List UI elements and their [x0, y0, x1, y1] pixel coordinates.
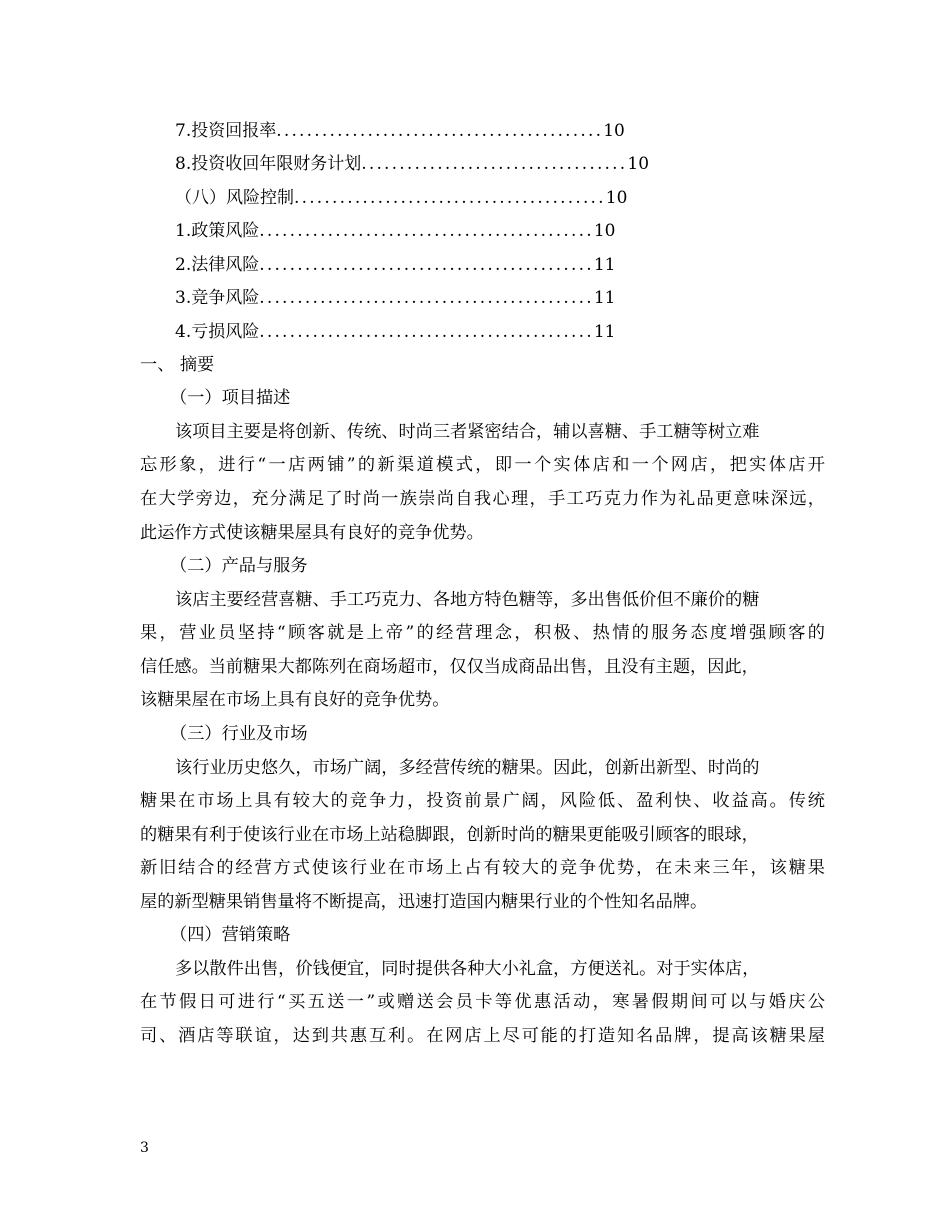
toc-title: 1.政策风险: [175, 221, 260, 241]
paragraph-line: 该店主要经营喜糖、手工巧克力、各地方特色糖等，多出售低价但不廉价的糖: [175, 590, 760, 610]
toc-entry[interactable]: [175, 119, 625, 143]
paragraph-line: 该糖果屋在市场上具有良好的竞争优势。: [140, 690, 450, 710]
toc-entry[interactable]: [175, 286, 615, 310]
toc-title: 2.法律风险: [175, 255, 260, 275]
subsection-heading: （二）产品与服务: [170, 556, 308, 576]
paragraph-line: 忘形象，进行“一店两铺”的新渠道模式，即一个实体店和一个网店，把实体店开: [140, 455, 825, 475]
toc-entry[interactable]: [175, 186, 627, 210]
toc-title: 4.亏损风险: [175, 322, 260, 342]
toc-page: 11: [593, 322, 616, 342]
paragraph-line: 屋的新型糖果销售量将不断提高，迅速打造国内糖果行业的个性知名品牌。: [140, 892, 708, 912]
toc-entry[interactable]: [175, 219, 615, 243]
toc-leader: ...................................: [361, 154, 628, 174]
subsection-heading: （一）项目描述: [170, 388, 291, 408]
paragraph-line: 此运作方式使该糖果屋具有良好的竞争优势。: [140, 523, 484, 543]
paragraph-line: 司、酒店等联谊，达到共惠互利。在网店上尽可能的打造知名品牌，提高该糖果屋: [140, 1026, 825, 1046]
paragraph-line: 该项目主要是将创新、传统、时尚三者紧密结合，辅以喜糖、手工糖等树立难: [175, 422, 760, 442]
toc-leader: ...........................................: [276, 121, 604, 141]
toc-page: 10: [605, 188, 628, 208]
toc-leader: ............................................: [259, 221, 594, 241]
section-heading: 一、 摘要: [140, 355, 215, 375]
paragraph-line: 果，营业员坚持“顾客就是上帝”的经营理念，积极、热情的服务态度增强顾客的: [140, 623, 825, 643]
page-number: 3: [140, 1140, 149, 1156]
toc-leader: ............................................: [259, 288, 594, 308]
toc-title: 3.竞争风险: [175, 288, 260, 308]
toc-entry[interactable]: [175, 152, 649, 176]
toc-entry[interactable]: [175, 320, 615, 344]
toc-leader: ............................................: [259, 322, 594, 342]
toc-page: 10: [593, 221, 616, 241]
toc-page: 10: [627, 154, 650, 174]
paragraph-line: 的糖果有利于使该行业在市场上站稳脚跟，创新时尚的糖果更能吸引顾客的眼球，: [140, 825, 759, 845]
toc-page: 11: [593, 288, 616, 308]
paragraph-line: 在大学旁边，充分满足了时尚一族崇尚自我心理，手工巧克力作为礼品更意味深远，: [140, 489, 825, 509]
toc-entry[interactable]: [175, 253, 615, 277]
subsection-heading: （四）营销策略: [170, 925, 291, 945]
toc-page: 11: [593, 255, 616, 275]
toc-leader: .........................................: [294, 188, 606, 208]
toc-title: 8.投资收回年限财务计划: [175, 154, 362, 174]
paragraph-line: 多以散件出售，价钱便宜，同时提供各种大小礼盒，方便送礼。对于实体店，: [175, 959, 760, 979]
toc-title: （八）风险控制: [175, 188, 294, 208]
paragraph-line: 新旧结合的经营方式使该行业在市场上占有较大的竞争优势，在未来三年，该糖果: [140, 858, 825, 878]
toc-leader: ............................................: [259, 255, 594, 275]
toc-title: 7.投资回报率: [175, 121, 277, 141]
subsection-heading: （三）行业及市场: [170, 724, 308, 744]
paragraph-line: 糖果在市场上具有较大的竞争力，投资前景广阔，风险低、盈利快、收益高。传统: [140, 791, 825, 811]
paragraph-line: 该行业历史悠久，市场广阔，多经营传统的糖果。因此，创新出新型、时尚的: [175, 758, 760, 778]
paragraph-line: 在节假日可进行“买五送一”或赠送会员卡等优惠活动，寒暑假期间可以与婚庆公: [140, 992, 825, 1012]
paragraph-line: 信任感。当前糖果大都陈列在商场超市，仅仅当成商品出售，且没有主题，因此，: [140, 657, 759, 677]
toc-page: 10: [603, 121, 625, 141]
